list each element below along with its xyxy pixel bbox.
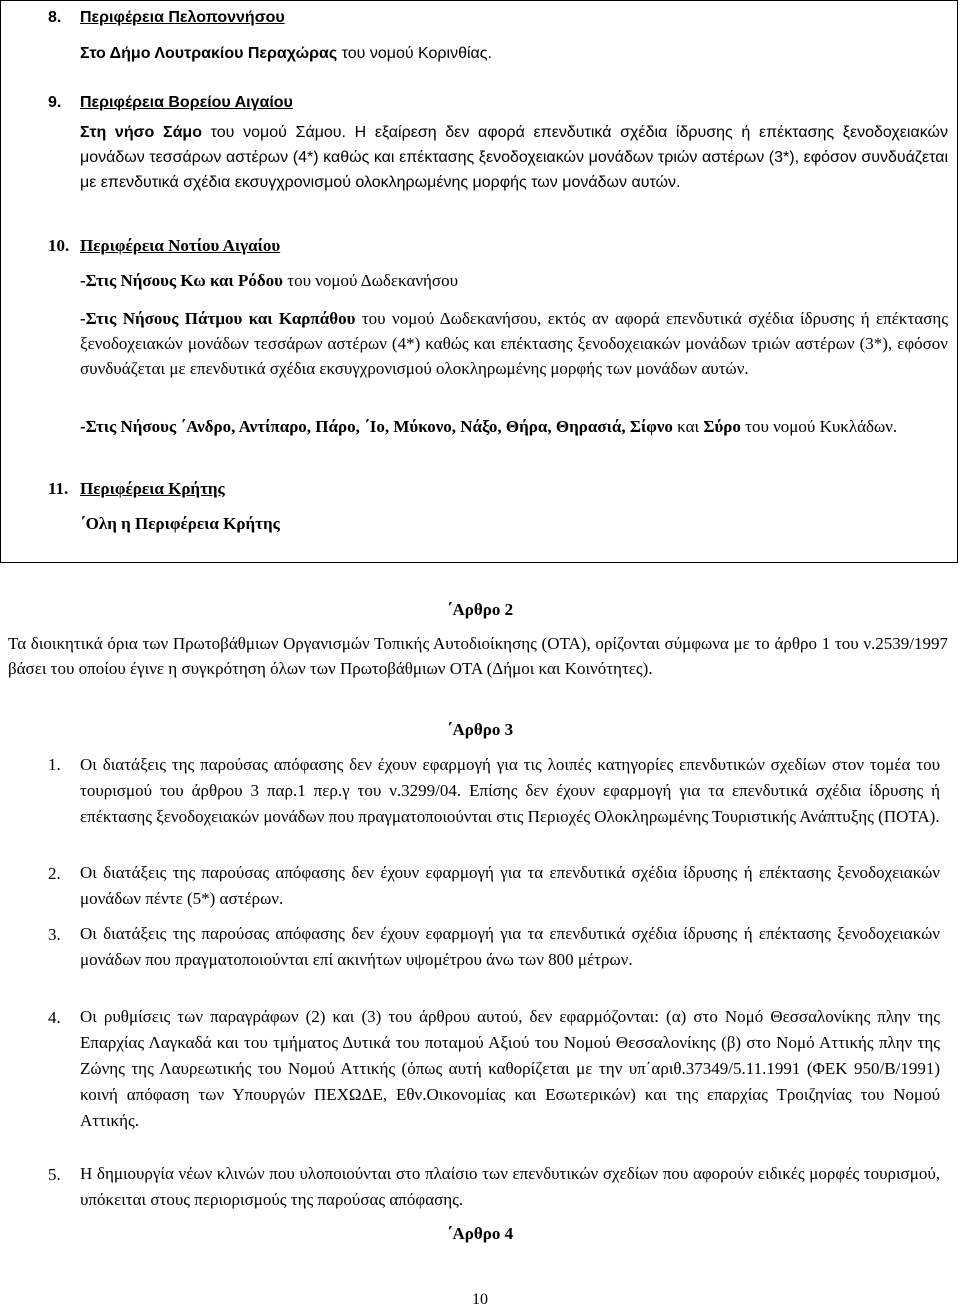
item-8-heading: Περιφέρεια Πελοποννήσου [80, 9, 285, 26]
item-11-number: 11. [48, 479, 69, 498]
item-11-crete-all: ΄Ολη η Περιφέρεια Κρήτης [80, 514, 280, 533]
item-9-heading: Περιφέρεια Βορείου Αιγαίου [80, 94, 293, 111]
article-3-item-2-text: Οι διατάξεις της παρούσας απόφασης δεν έχουν εφαρμογή για τα επενδυτικά σχέδια ίδρυσης ή επέκτασης ξενοδοχειακών μονάδων πέντε (5*) αστέρων. [80, 863, 940, 908]
item-8-text: Στο Δήμο Λουτρακίου Περαχώρας του νομού Κορινθίας. [80, 45, 492, 62]
article-3-item-1-number: 1. [48, 755, 61, 774]
article-3-item-4-number: 4. [48, 1008, 61, 1027]
item-10-patmos-karpathos: -Στις Νήσους Πάτμου και Καρπάθου του νομού Δωδεκανήσου, εκτός αν αφορά επενδυτικά σχέδια ίδρυσης ή επέκτασης ξενοδοχειακών μονάδων τεσσάρων αστέρων (4*) καθώς και επέκτασης ξενοδοχειακών μονάδων τριών αστέρων (3*), εφόσον συνδυάζεται με επενδυτικά σχέδια εκσυγχρονισμού ολοκληρωμένης μορφής των μονάδων αυτών. [80, 309, 948, 378]
item-10-kos-rhodes: -Στις Νήσους Κω και Ρόδου του νομού Δωδεκανήσου [80, 271, 459, 290]
item-10-cyclades: -Στις Νήσους ΄Ανδρο, Αντίπαρο, Πάρο, ΄Ιο, Μύκονο, Νάξο, Θήρα, Θηρασιά, Σίφνο και Σύρο του νομού Κυκλάδων. [80, 417, 898, 436]
article-4-title: ΄Αρθρο 4 [446, 1224, 514, 1243]
item-8-number: 8. [48, 9, 62, 26]
article-3-item-3-text: Οι διατάξεις της παρούσας απόφασης δεν έχουν εφαρμογή για τα επενδυτικά σχέδια ίδρυσης ή επέκτασης ξενοδοχειακών μονάδων που πραγματοποιούνται επί ακινήτων υψομέτρου άνω των 800 μέτρων. [80, 924, 940, 969]
article-3-item-5-number: 5. [48, 1165, 61, 1184]
item-10-heading: Περιφέρεια Νοτίου Αιγαίου [80, 236, 281, 255]
article-2-text: Τα διοικητικά όρια των Πρωτοβάθμιων Οργανισμών Τοπικής Αυτοδιοίκησης (ΟΤΑ), ορίζονται σύμφωνα με το άρθρο 1 του ν.2539/1997 βάσει του οποίου έγινε η συγκρότηση όλων των Πρωτοβάθμιων ΟΤΑ (Δήμοι και Κοινότητες). [8, 634, 948, 678]
article-3-item-5-text: Η δημιουργία νέων κλινών που υλοποιούνται στο πλαίσιο των επενδυτικών σχεδίων που αφορούν ειδικές μορφές τουρισμού, υπόκειται στους περιορισμούς της παρούσας απόφασης. [80, 1164, 940, 1209]
article-3-item-2-number: 2. [48, 864, 61, 883]
item-9-number: 9. [48, 94, 62, 111]
item-11-heading: Περιφέρεια Κρήτης [80, 479, 225, 498]
item-10-number: 10. [48, 236, 70, 255]
article-3-title: ΄Αρθρο 3 [446, 720, 514, 739]
article-3-item-1-text: Οι διατάξεις της παρούσας απόφασης δεν έχουν εφαρμογή για τις λοιπές κατηγορίες επενδυτικών σχεδίων στον τομέα του τουρισμού του άρθρου 3 παρ.1 περ.γ του ν.3299/04. Επίσης δεν έχουν εφαρμογή για τα επενδυτικά σχέδια ίδρυσης ή επέκτασης ξενοδοχειακών μονάδων που πραγματοποιούνται στις Περιοχές Ολοκληρωμένης Τουριστικής Ανάπτυξης (ΠΟΤΑ). [80, 755, 940, 826]
article-2-title: ΄Αρθρο 2 [446, 600, 514, 619]
article-3-item-4-text: Οι ρυθμίσεις των παραγράφων (2) και (3) του άρθρου αυτού, δεν εφαρμόζονται: (α) στο Νομό Θεσσαλονίκης πλην της Επαρχίας Λαγκαδά και του τμήματος Δυτικά του ποταμού Αξιού του Νομού Θεσσαλονίκης (β) στο Νομό Αττικής πλην της Ζώνης της Λαυρεωτικής του Νομού Αττικής (όπως αυτή καθορίζεται με την υπ΄αριθ.37349/5.11.1991 (ΦΕΚ 950/Β/1991) κοινή απόφαση των Υπουργών ΠΕΧΩΔΕ, Εθν.Οικονομίας και Εσωτερικών) και της επαρχίας Τροιζηνίας του Νομού Αττικής. [80, 1007, 940, 1130]
article-3-item-3-number: 3. [48, 925, 61, 944]
item-9-text: Στη νήσο Σάμο του νομού Σάμου. Η εξαίρεση δεν αφορά επενδυτικά σχέδια ίδρυσης ή επέκτασης ξενοδοχειακών μονάδων τεσσάρων αστέρων (4*) καθώς και επέκτασης ξενοδοχειακών μονάδων τριών αστέρων (3*), εφόσον συνδυάζεται με επενδυτικά σχέδια εκσυγχρονισμού ολοκληρωμένης μορφής των μονάδων αυτών. [80, 124, 948, 191]
page-number: 10 [472, 1291, 488, 1308]
